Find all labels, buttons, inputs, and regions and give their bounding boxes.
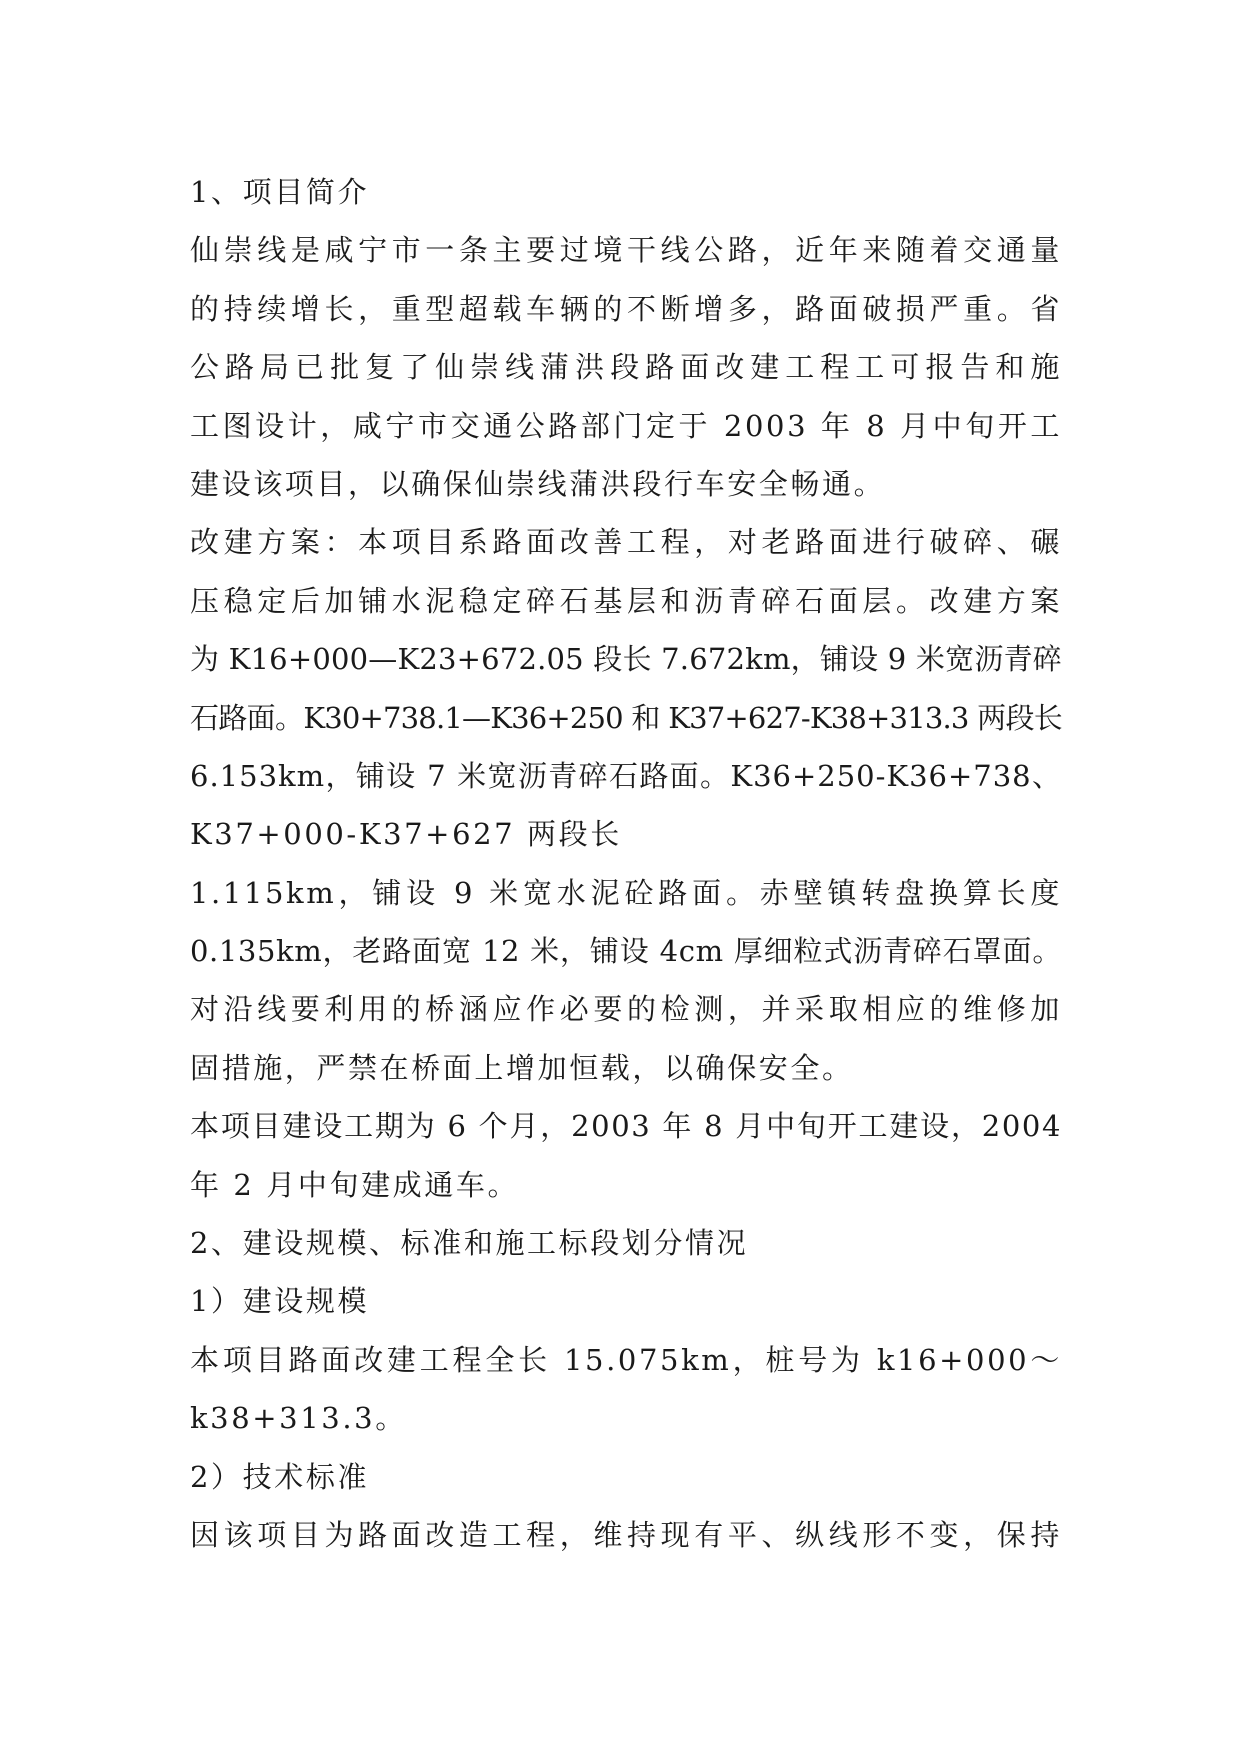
paragraph-line: 压稳定后加铺水泥稳定碎石基层和沥青碎石面层。改建方案 [190, 583, 1062, 618]
paragraph-line: k38+313.3。 [190, 1401, 407, 1436]
paragraph-line: K37+000-K37+627 两段长 [190, 817, 622, 852]
paragraph-line: 工图设计，咸宁市交通公路部门定于 2003 年 8 月中旬开工 [190, 408, 1062, 443]
paragraph-line: 为 K16+000—K23+672.05 段长 7.672km，铺设 9 米宽沥青碎 [190, 642, 1062, 677]
paragraph-line: 的持续增长，重型超载车辆的不断增多，路面破损严重。省 [190, 291, 1062, 326]
section-heading: 2、建设规模、标准和施工标段划分情况 [190, 1226, 749, 1261]
paragraph-line: 年 2 月中旬建成通车。 [190, 1167, 520, 1202]
paragraph-line: 对沿线要利用的桥涵应作必要的检测，并采取相应的维修加 [190, 992, 1062, 1027]
paragraph-line: 本项目建设工期为 6 个月，2003 年 8 月中旬开工建设，2004 [190, 1109, 1062, 1144]
document-body [190, 163, 1062, 1564]
subsection-heading: 2）技术标准 [190, 1459, 370, 1494]
section-heading: 1、项目简介 [190, 175, 370, 209]
subsection-heading: 1）建设规模 [190, 1284, 370, 1319]
paragraph-line: 6.153km，铺设 7 米宽沥青碎石路面。K36+250-K36+738、 [190, 758, 1062, 793]
paragraph-line: 本项目路面改建工程全长 15.075km，桩号为 k16+000～ [190, 1342, 1062, 1377]
paragraph-line: 因该项目为路面改造工程，维持现有平、纵线形不变，保持 [190, 1517, 1062, 1552]
paragraph-line: 改建方案：本项目系路面改善工程，对老路面进行破碎、碾 [190, 525, 1062, 560]
paragraph-line: 建设该项目，以确保仙崇线蒲洪段行车安全畅通。 [190, 466, 886, 501]
paragraph-line: 仙崇线是咸宁市一条主要过境干线公路，近年来随着交通量 [190, 233, 1062, 268]
paragraph-line: 1.115km，铺设 9 米宽水泥砼路面。赤壁镇转盘换算长度 [190, 875, 1062, 910]
paragraph-line: 0.135km，老路面宽 12 米，铺设 4cm 厚细粒式沥青碎石罩面。 [190, 934, 1062, 969]
paragraph-line: 固措施，严禁在桥面上增加恒载，以确保安全。 [190, 1050, 854, 1085]
paragraph-line: 石路面。K30+738.1—K36+250 和 K37+627-K38+313.3 两段长 [190, 700, 1062, 735]
paragraph-line: 公路局已批复了仙崇线蒲洪段路面改建工程工可报告和施 [190, 350, 1062, 385]
